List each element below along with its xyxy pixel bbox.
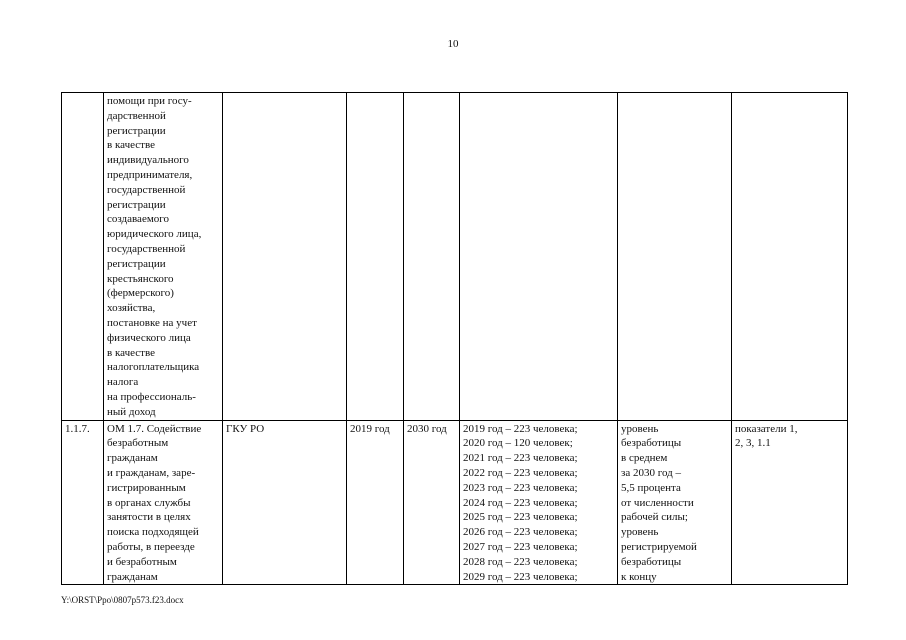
page-number: 10 <box>447 38 459 50</box>
table-row <box>62 420 848 585</box>
indicator-cell: уровень безработицы в среднем за 2030 год – 5,5 процента от численности рабочей силы; уровень регистрируемой безработицы к концу <box>618 420 732 585</box>
executor-cell: ГКУ РО <box>223 420 347 585</box>
expected-result-cell: 2019 год – 223 человека; 2020 год – 120 человек; 2021 год – 223 человека; 2022 год – 223 человека; 2023 год – 223 человека; 2024 год – 223 человека; 2025 год – 223 человека; 2026 год – 223 человека; 2027 год – 223 человека; 2028 год – 223 человека; 2029 год – 223 человека; <box>460 420 618 585</box>
end-year-cell <box>404 93 460 421</box>
row-number-cell <box>62 93 104 421</box>
link-cell <box>732 93 848 421</box>
expected-result-cell <box>460 93 618 421</box>
measure-name-cell: ОМ 1.7. Содействие безработным гражданам и гражданам, заре- гистрированным в органах службы занятости в целях поиска подходящей работы, в переезде и безработным гражданам <box>104 420 223 585</box>
measure-name-cell: помощи при госу- дарственной регистрации в качестве индивидуального предпринимателя, государственной регистрации создаваемого юридического лица, государственной регистрации крестьянского (фермерского) хозяйства, постановке на учет физического лица в качестве налогоплательщика налога на профессиональ- ный доход <box>104 93 223 421</box>
executor-cell <box>223 93 347 421</box>
row-number-cell: 1.1.7. <box>62 420 104 585</box>
start-year-cell: 2019 год <box>347 420 404 585</box>
program-measures-table <box>61 92 848 585</box>
link-cell: показатели 1, 2, 3, 1.1 <box>732 420 848 585</box>
table-row <box>62 93 848 421</box>
file-path-footer: Y:\ORST\Ppo\0807p573.f23.docx <box>61 595 184 605</box>
indicator-cell <box>618 93 732 421</box>
start-year-cell <box>347 93 404 421</box>
end-year-cell: 2030 год <box>404 420 460 585</box>
